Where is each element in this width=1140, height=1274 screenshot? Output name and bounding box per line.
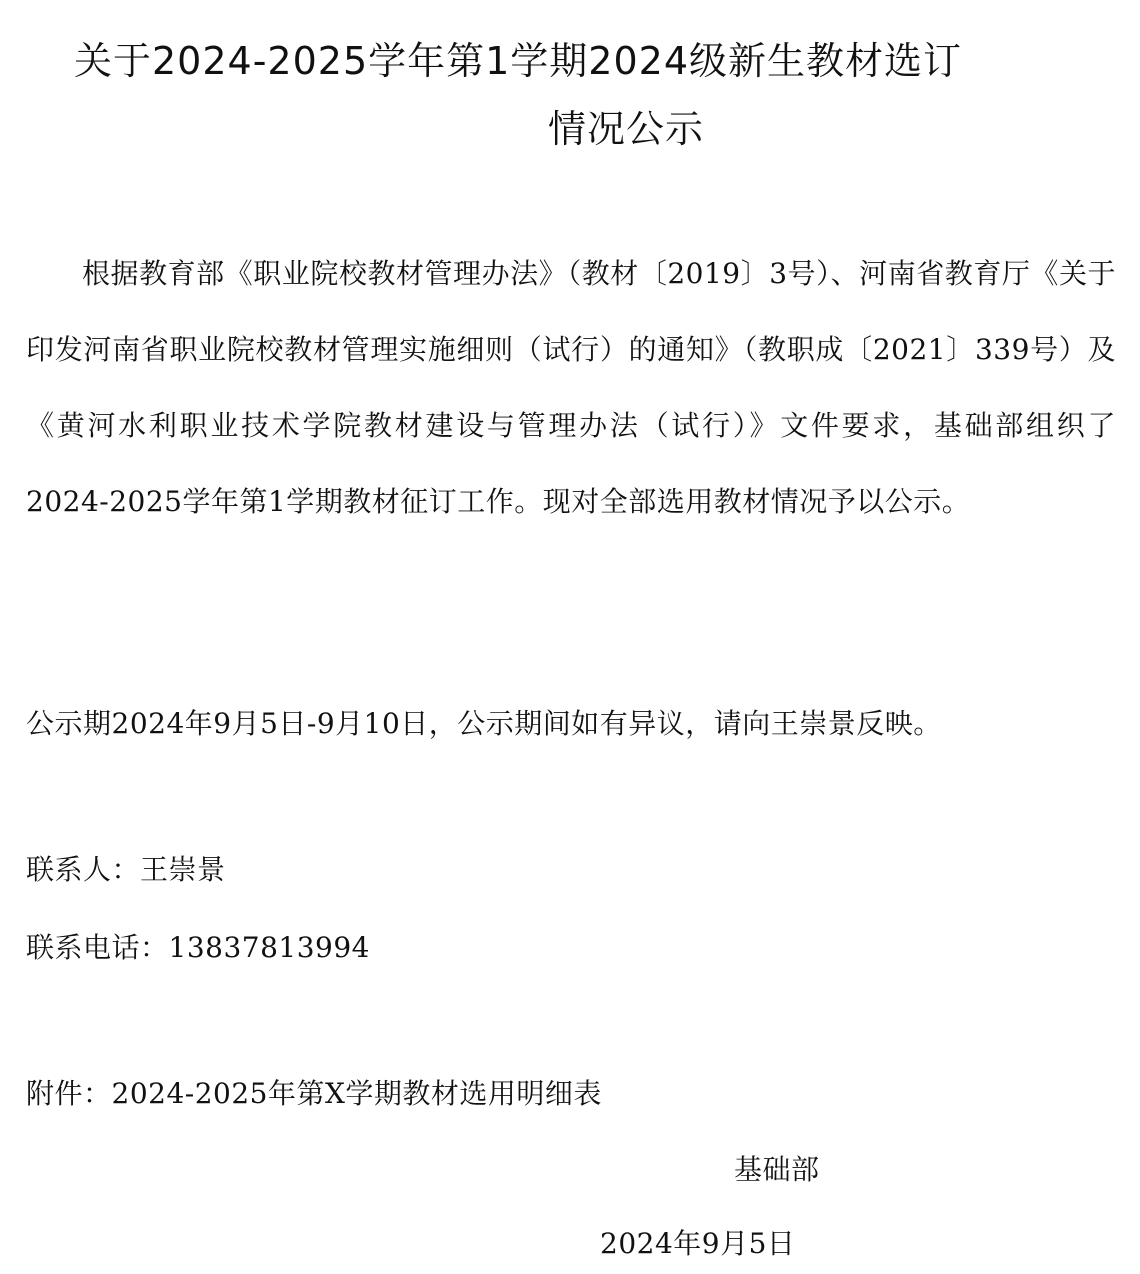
intro-paragraph: 根据教育部《职业院校教材管理办法》（教材〔2019〕3号）、河南省教育厅《关于印发河南省职业院校教材管理实施细则（试行）的通知》（教职成〔2021〕339号）及《黄河水利职业技术学院教材建设与管理办法（试行）》文件要求，基础部组织了2024-2025学年第1学期教材征订工作。现对全部选用教材情况予以公示。: [26, 257, 1116, 518]
notice-period-text: 公示期2024年9月5日-9月10日，公示期间如有异议，请向王崇景反映。: [26, 707, 942, 740]
contact-phone: 联系电话：13837813994: [26, 931, 370, 964]
attachment-reference: 附件：2024-2025年第X学期教材选用明细表: [26, 1077, 602, 1110]
page-title-line-2: 情况公示: [548, 107, 705, 151]
contact-person: 联系人：王崇景: [26, 853, 226, 886]
signature-date: 2024年9月5日: [600, 1227, 796, 1260]
page-title-line-1: 关于2024-2025学年第1学期2024级新生教材选订: [74, 39, 963, 83]
signature-department: 基础部: [734, 1153, 820, 1186]
